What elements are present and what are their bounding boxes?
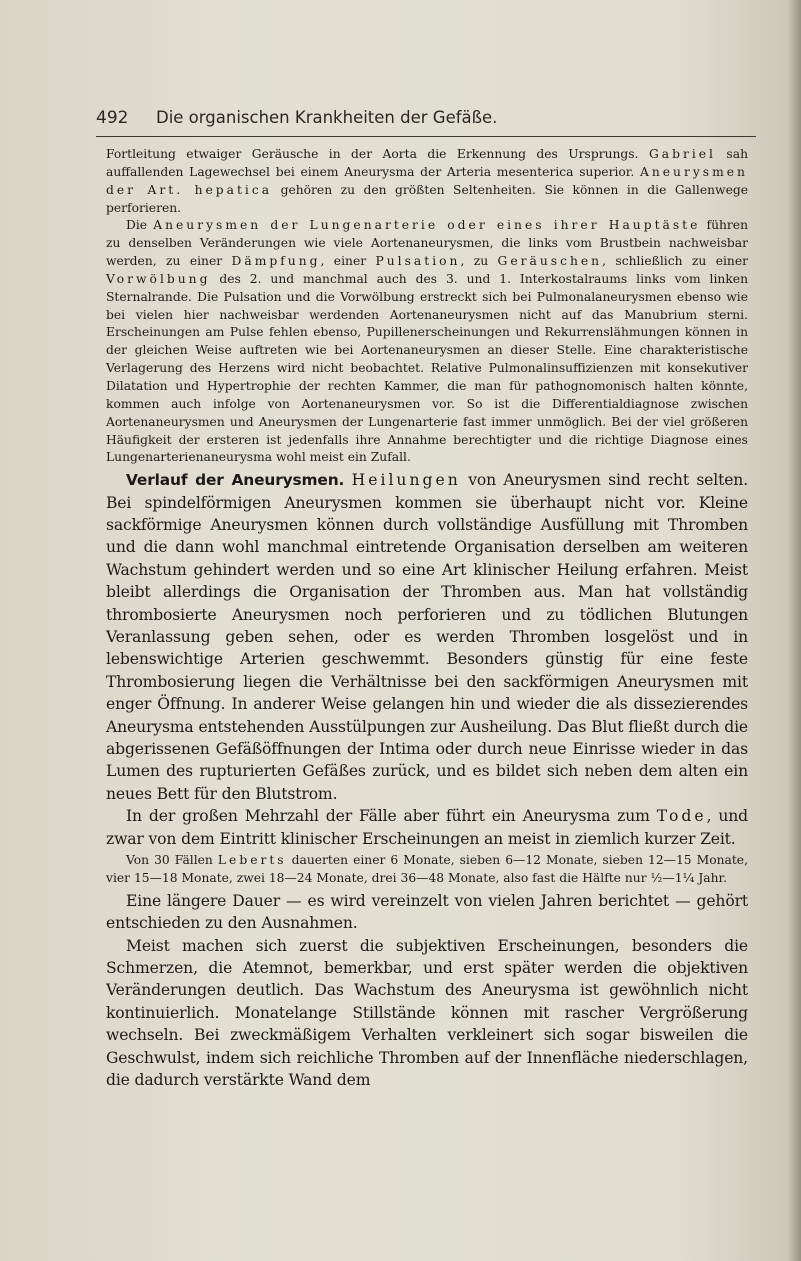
header-rule xyxy=(96,136,756,137)
paragraph-gallbladder xyxy=(106,146,748,217)
text-span: Fortleitung etwaiger Geräusche in der Aorta die Erkennung des Ursprungs. xyxy=(106,147,639,161)
emphasis-term: Geräuschen xyxy=(497,254,603,269)
text-span: , schließlich zu einer xyxy=(602,254,748,269)
text-span: führen zu denselben Veränderungen wie viele Aortenaneurysmen, die links vom Brustbein nachweisbar werden, zu einer xyxy=(106,218,748,269)
text-span: , und zwar von dem Eintritt klinischer Erscheinungen an meist in ziemlich kurzer Zeit. xyxy=(106,807,748,848)
text-span: Die xyxy=(126,218,148,233)
paragraph-statistics xyxy=(106,852,748,888)
page-header xyxy=(96,108,756,134)
text-span: von Aneurysmen sind recht selten. Bei spindelförmigen Aneurysmen kommen sie überhaupt nicht vor. Kleine sackförmige Aneurysmen können durch vollständige Ausfüllung mit Thromben und die dann wohl manchmal eintretende Organisation derselben am weiteren Wachstum gehindert werden und so eine Art klinischer Heilung erfahren. Meist bleibt allerdings die Organisation der Thromben aus. Man hat vollständig thrombosierte Aneurysmen noch perforieren und zu tödlichen Blutungen Veranlassung geben sehen, oder es werden Thromben losgelöst und in lebenswichtige Arterien geschwemmt. Besonders günstig für eine feste Thrombosierung liegen die Verhältnisse bei den sackförmigen Aneurysmen mit enger Öffnung. In anderer Weise gelangen hin und wieder die als dissezierendes Aneurysma entstehenden Ausstülpungen zur Ausheilung. Das Blut fließt durch die abgerissenen Gefäßöffnungen der Intima oder durch neue Einrisse wieder in das Lumen des rupturierten Gefäßes zurück, und es bildet sich neben dem alten ein neues Bett für den Blutstrom. xyxy=(106,471,748,803)
text-span: , zu xyxy=(460,254,489,269)
author-name: Leberts xyxy=(217,853,287,868)
text-span: des 2. und manchmal auch des 3. und 1. Interkostalraums links vom linken Sternalrande. Die Pulsation und die Vorwölbung erstreckt sich bei Pulmonalaneurysmen ebenso wie bei vielen hier nachweisbar werdenden Aortenaneurysmen nicht auf das Manubrium sterni. Erscheinungen am Pulse fehlen ebenso, Pupillenerscheinungen und Rekurrenslähmungen können in der gleichen Weise auftreten wie bei Aortenaneurysmen an dieser Stelle. Eine charakteristische Verlagerung des Herzens wird nicht beobachtet. Relative Pulmonalinsuffizienzen mit konsekutiver Dilatation und Hypertrophie der rechten Kammer, die man für pathognomonisch halten könnte, kommen auch infolge von Aortenaneurysmen vor. So ist die Differentialdiagnose zwischen Aortenaneurysmen und Aneurysmen der Lungenarterie fast immer unmöglich. Bei der viel größeren Häufigkeit der ersteren ist jedenfalls ihre Annahme berechtigter und die richtige Diagnose eines Lungenarterienaneurysma wohl meist ein Zufall. xyxy=(106,271,748,465)
running-title: Die organischen Krankheiten der Gefäße. xyxy=(156,108,498,127)
text-span: Von 30 Fällen xyxy=(126,853,213,868)
body-text xyxy=(106,146,748,1091)
emphasis-term: Aneurysmen der Lungenarterie oder eines ihrer Hauptäste xyxy=(153,218,701,233)
paragraph-symptoms: Meist machen sich zuerst die subjektiven Erscheinungen, besonders die Schmerzen, die Atemnot, bemerkbar, und erst später werden die objektiven Veränderungen deutlich. Das Wachstum des Aneurysma ist gewöhnlich nicht kontinuierlich. Monatelange Stillstände können mit rascher Vergrößerung wechseln. Bei zweckmäßigem Verhalten verkleinert sich sogar bisweilen die Geschwulst, indem sich reichliche Thromben auf der Innenfläche niederschlagen, die dadurch verstärkte Wand dem xyxy=(106,936,748,1090)
paragraph-pulmonary-aneurysm xyxy=(106,217,748,467)
page-edge-shadow xyxy=(787,0,801,1261)
emphasis-term: Dämpfung xyxy=(231,254,321,269)
text-span: gehören zu den größten Seltenheiten. Sie können in die Gallenwege perforieren. xyxy=(106,182,748,215)
emphasis-term: Pulsation xyxy=(375,254,461,269)
author-name: Gabriel xyxy=(648,147,716,161)
section-heading: Verlauf der Aneurysmen. xyxy=(126,471,345,490)
paragraph-duration: Eine längere Dauer — es wird vereinzelt von vielen Jahren berichtet — gehört entschieden zu den Ausnahmen. xyxy=(106,891,748,933)
emphasis-term: Vorwölbung xyxy=(106,271,211,286)
page-number: 492 xyxy=(96,108,129,128)
emphasis-term: Tode xyxy=(656,807,707,826)
text-span: In der großen Mehrzahl der Fälle aber führt ein Aneurysma zum xyxy=(126,807,650,826)
paragraph-death xyxy=(106,805,748,850)
text-span: , einer xyxy=(320,254,367,269)
emphasis-term: Aneurysmen der Art. hepatica xyxy=(106,164,748,197)
text-span: dauerten einer 6 Monate, sieben 6—12 Monate, sieben 12—15 Monate, vier 15—18 Monate, zwei 18—24 Monate, drei 36—48 Monate, also fast die Hälfte nur ½—1¼ Jahr. xyxy=(106,853,748,885)
text-span: sah auffallenden Lagewechsel bei einem Aneurysma der Arteria mesenterica superior. xyxy=(106,147,748,179)
emphasis-term: Heilungen xyxy=(351,471,461,490)
paragraph-course xyxy=(106,469,748,805)
